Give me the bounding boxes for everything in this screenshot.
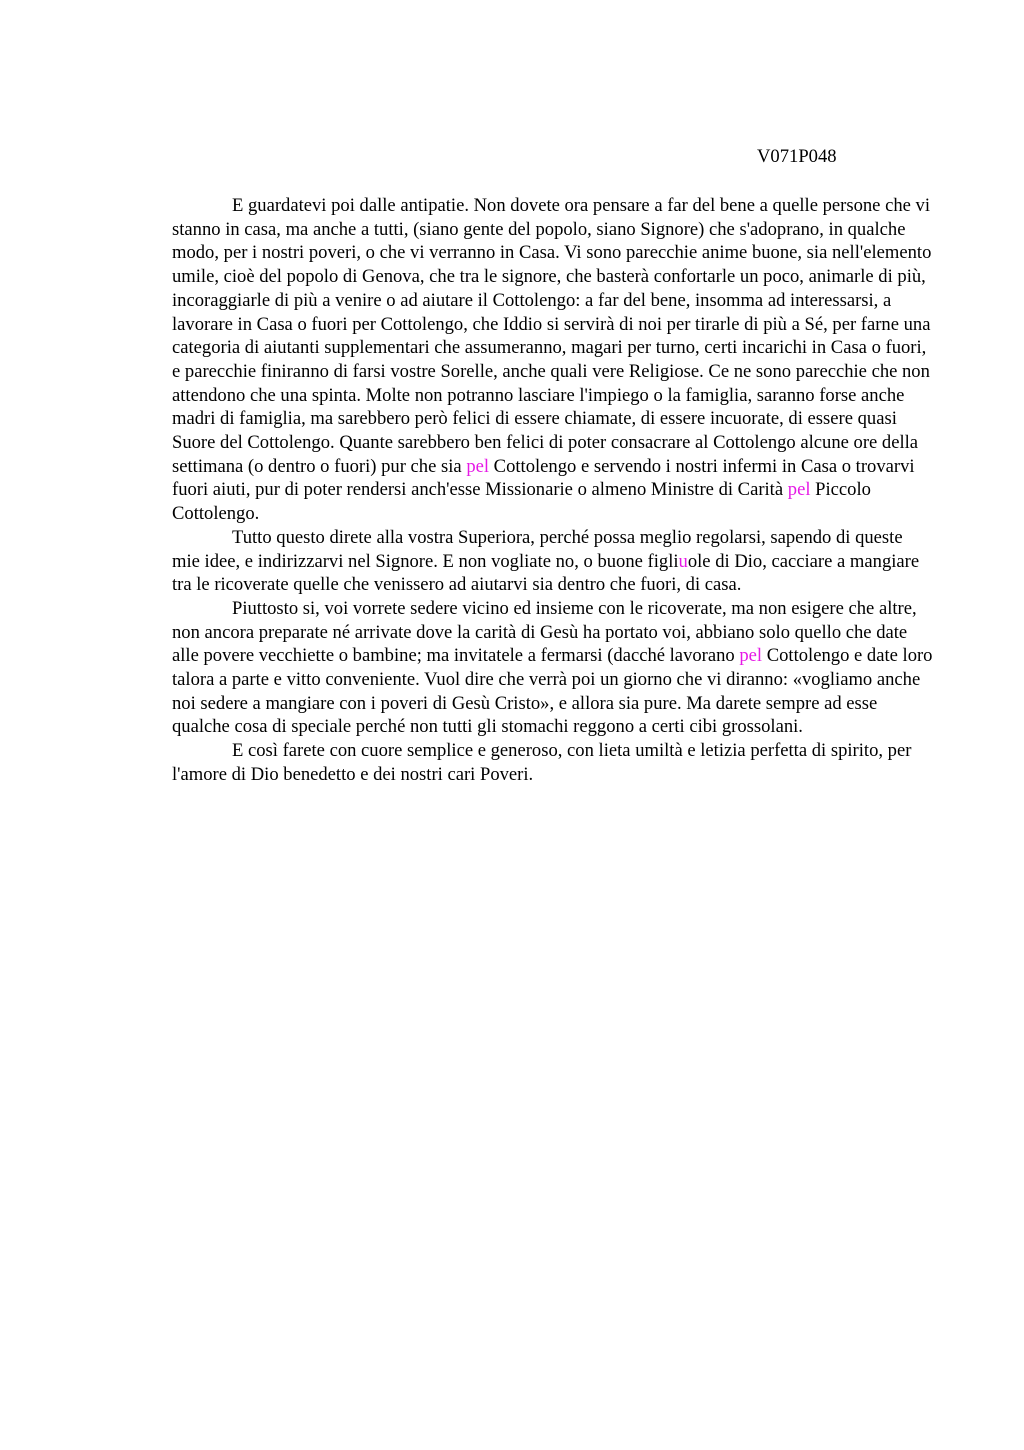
paragraph-text: Cottolengo e date loro talora a parte e vitto conveniente. Vuol dire che verrà poi un giorno che vi diranno: «vogliamo anche noi sedere a mangiare con i poveri di Gesù Cristo», e allora sia pure. Ma darete sempre ad esse qualche cosa di speciale perché non tutti gli stomachi reggono a certi cibi grossolani. [172,645,933,738]
paragraph-3 [172,597,934,739]
paragraph-text: Cottolengo e servendo i nostri infermi in Casa o trovarvi fuori aiuti, pur di poter rendersi anch'esse Missionarie o almeno Ministre di Carità [172,455,915,501]
paragraph-1 [172,194,934,526]
document-body [172,194,934,787]
highlighted-word: pel [787,479,811,501]
paragraph-text: Piccolo Cottolengo. [172,479,871,525]
paragraph-text: Piuttosto si, voi vorrete sedere vicino ed insieme con le ricoverate, ma non esigere che altre, non ancora preparate né arrivate dove la carità di Gesù ha portato voi, abbiano solo quello che date alle povere vecchiette o bambine; ma invitatele a fermarsi (dacché lavorano [172,597,917,667]
paragraph-2 [172,526,934,597]
paragraph-text: Tutto questo direte alla vostra Superiora, perché possa meglio regolarsi, sapendo di queste mie idee, e indirizzarvi nel Signore. E non vogliate no, o buone figli [172,526,903,572]
paragraph-text: ole di Dio, cacciare a mangiare tra le ricoverate quelle che venissero ad aiutarvi sia dentro che fuori, di casa. [172,550,920,596]
paragraph-4 [172,739,934,786]
paragraph-text: E guardatevi poi dalle antipatie. Non dovete ora pensare a far del bene a quelle persone che vi stanno in casa, ma anche a tutti, (siano gente del popolo, siano Signore) che s'adoprano, in qualche modo, per i nostri poveri, o che vi verranno in Casa. Vi sono parecchie anime buone, sia nell'elemento umile, cioè del popolo di Genova, che tra le signore, che basterà confortarle un poco, animarle di più, incoraggiarle di più a venire o ad aiutare il Cottolengo: a far del bene, insomma ad interessarsi, a lavorare in Casa o fuori per Cottolengo, che Iddio si servirà di noi per tirarle di più a Sé, per farne una categoria di aiutanti supplementari che assumeranno, magari per turno, certi incarichi in Casa o fuori, e parecchie finiranno di farsi vostre Sorelle, anche quali vere Religiose. Ce ne sono parecchie che non attendono che una spinta. Molte non potranno lasciare l'impiego o la famiglia, saranno forse anche madri di famiglia, ma sarebbero però felici di essere chiamate, di essere incuorate, di essere quasi Suore del Cottolengo. Quante sarebbero ben felici di poter consacrare al Cottolengo alcune ore della settimana (o dentro o fuori) pur che sia [172,195,932,477]
highlighted-letter: u [678,550,688,572]
highlighted-word: pel [739,645,763,667]
page-identifier: V071P048 [757,146,837,167]
highlighted-word: pel [466,455,490,477]
paragraph-text: E così farete con cuore semplice e generoso, con lieta umiltà e letizia perfetta di spirito, per l'amore di Dio benedetto e dei nostri cari Poveri. [172,740,912,785]
